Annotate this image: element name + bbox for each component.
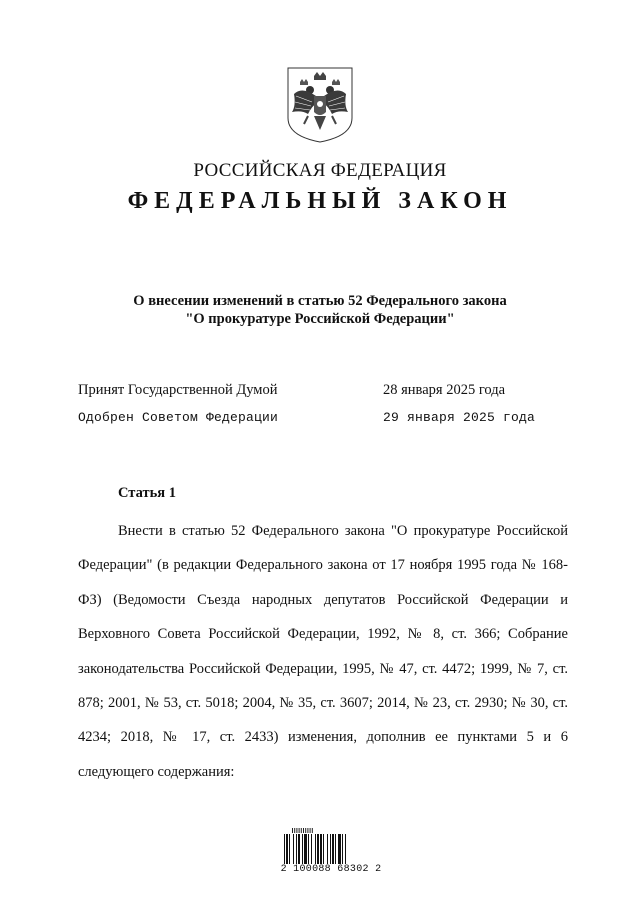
article-heading: Статья 1 xyxy=(118,485,176,501)
country-name: РОССИЙСКАЯ ФЕДЕРАЦИЯ xyxy=(193,160,447,181)
adoption-date: 28 января 2025 года xyxy=(383,382,506,398)
article-body: Внести в статью 52 Федерального закона "О прокуратуре Российской Федерации" (в редакции Федерального закона от 17 ноября 1995 года № 168-ФЗ) (Ведомости Съезда народных депутатов Российской Федерации и Верховного Совета Российской Федерации, 1992, № 8, ст. 366; Собрание законодательства Российской Федерации, 1995, № 47, ст. 4472; 1999, № 7, ст. 878; 2001, № 53, ст. 5018; 2004, № 35, ст. 3607; 2014, № 23, ст. 2930; № 30, ст. 4234; 2018, № 17, ст. 2433) изменения, дополнив ее пунктами 5 и 6 следующего содержания: xyxy=(78,523,568,780)
law-title-line-1: О внесении изменений в статью 52 Федерального закона xyxy=(133,293,507,309)
barcode-number: 2 100088 68302 2 xyxy=(276,864,386,875)
law-title-line-2: "О прокуратуре Российской Федерации" xyxy=(185,311,455,327)
law-type-heading: ФЕДЕРАЛЬНЫЙ ЗАКОН xyxy=(127,188,513,214)
adoption-row-duma xyxy=(78,382,548,402)
coat-of-arms-icon xyxy=(286,66,354,144)
adoption-row-council xyxy=(78,410,548,430)
adoption-date: 29 января 2025 года xyxy=(383,410,536,425)
adoption-label: Принят Государственной Думой xyxy=(78,382,278,398)
law-title xyxy=(0,292,640,328)
adoption-label: Одобрен Советом Федерации xyxy=(78,410,279,425)
